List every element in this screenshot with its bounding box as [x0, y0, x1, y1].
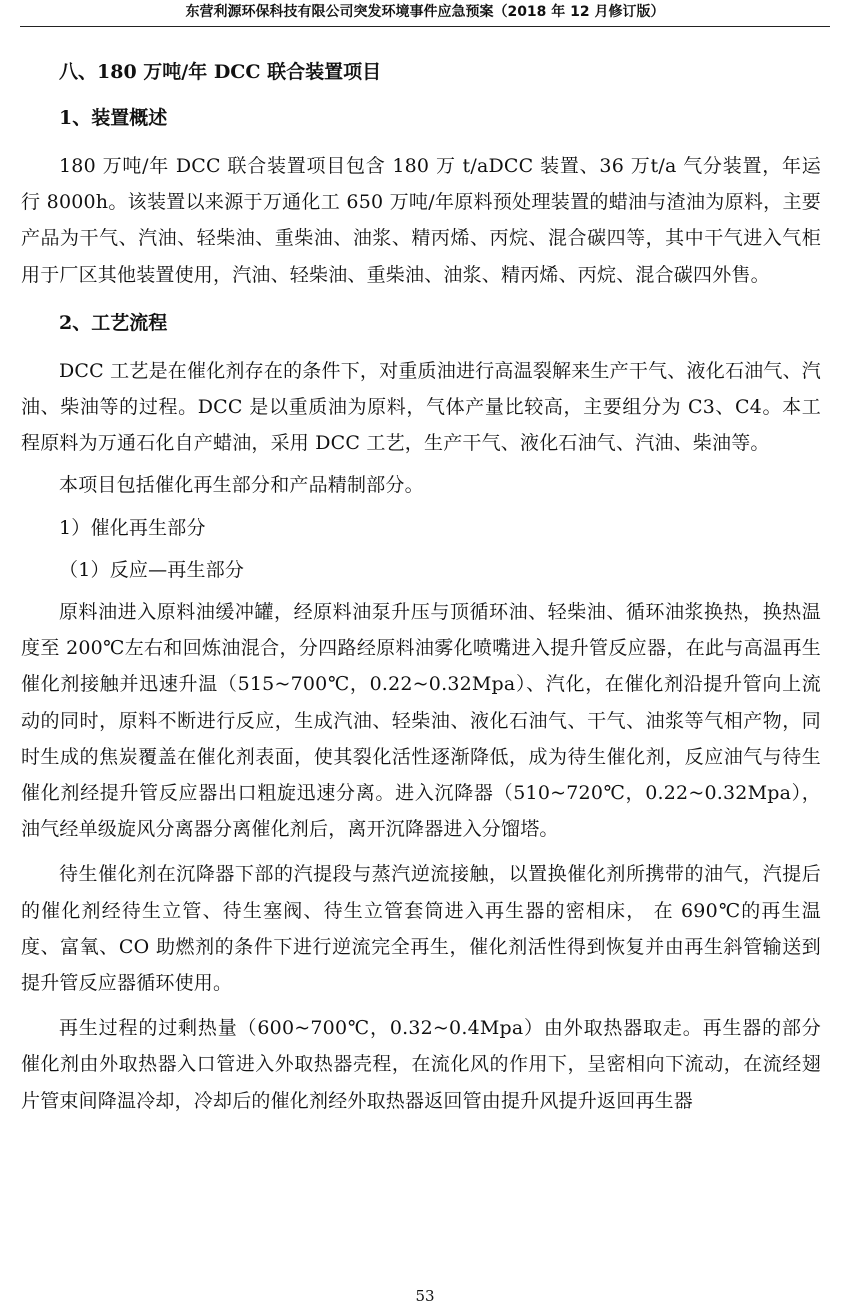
paragraph-overview: 180 万吨/年 DCC 联合装置项目包含 180 万 t/aDCC 装置、36 万t/a 气分装置，年运行 8000h。该装置以来源于万通化工 650 万吨/年原料预处理装置的蜡油与渣油为原料，主要产品为干气、汽油、轻柴油、重柴油、油浆、精丙烯、丙烷、混合碳四等，其中干气进入气柜用于厂区其他装置使用，汽油、轻柴油、重柴油、油浆、精丙烯、丙烷、混合碳四外售。	[21, 155, 821, 286]
paragraph-spent-catalyst: 待生催化剂在沉降器下部的汽提段与蒸汽逆流接触，以置换催化剂所携带的油气，汽提后的催化剂经待生立管、待生塞阀、待生立管套筒进入再生器的密相床， 在 690℃的再生温度、富氧、CO 助燃剂的条件下进行逆流完全再生，催化剂活性得到恢复并由再生斜管输送到提升管反应器循环使用。	[21, 863, 821, 995]
document-body	[21, 56, 821, 1119]
paragraph-feed-oil: 原料油进入原料油缓冲罐，经原料油泵升压与顶循环油、轻柴油、循环油浆换热，换热温度至 200℃左右和回炼油混合，分四路经原料油雾化喷嘴进入提升管反应器，在此与高温再生催化剂接触并迅速升温（515~700℃，0.22~0.32Mpa）、汽化，在催化剂沿提升管向上流动的同时，原料不断进行反应，生成汽油、轻柴油、液化石油气、干气、油浆等气相产物，同时生成的焦炭覆盖在催化剂表面，使其裂化活性逐渐降低，成为待生催化剂，反应油气与待生催化剂经提升管反应器出口粗旋迅速分离。进入沉降器（510~720℃，0.22~0.32Mpa），油气经单级旋风分离器分离催化剂后，离开沉降器进入分馏塔。	[21, 601, 821, 841]
item-catalytic-regeneration: 1）催化再生部分	[59, 516, 206, 539]
page-number: 53	[415, 1287, 435, 1305]
section-heading: 八、180 万吨/年 DCC 联合装置项目	[59, 61, 382, 83]
page-header: 东营利源环保科技有限公司突发环境事件应急预案（2018 年 12 月修订版）	[20, 0, 830, 27]
paragraph-scope: 本项目包括催化再生部分和产品精制部分。	[59, 474, 424, 497]
subheading-process: 2、工艺流程	[59, 311, 168, 334]
paragraph-dcc-process: DCC 工艺是在催化剂存在的条件下，对重质油进行高温裂解来生产干气、液化石油气、汽油、柴油等的过程。DCC 是以重质油为原料，气体产量比较高，主要组分为 C3、C4。本工程原料为万通石化自产蜡油，采用 DCC 工艺，生产干气、液化石油气、汽油、柴油等。	[21, 359, 821, 455]
paragraph-excess-heat: 再生过程的过剩热量（600~700℃，0.32~0.4Mpa）由外取热器取走。再生器的部分催化剂由外取热器入口管进入外取热器壳程，在流化风的作用下，呈密相向下流动，在流经翅片管束间降温冷却，冷却后的催化剂经外取热器返回管由提升风提升返回再生器	[21, 1017, 821, 1112]
subheading-overview: 1、装置概述	[59, 107, 168, 129]
item-reaction-regeneration: （1）反应—再生部分	[59, 558, 245, 581]
